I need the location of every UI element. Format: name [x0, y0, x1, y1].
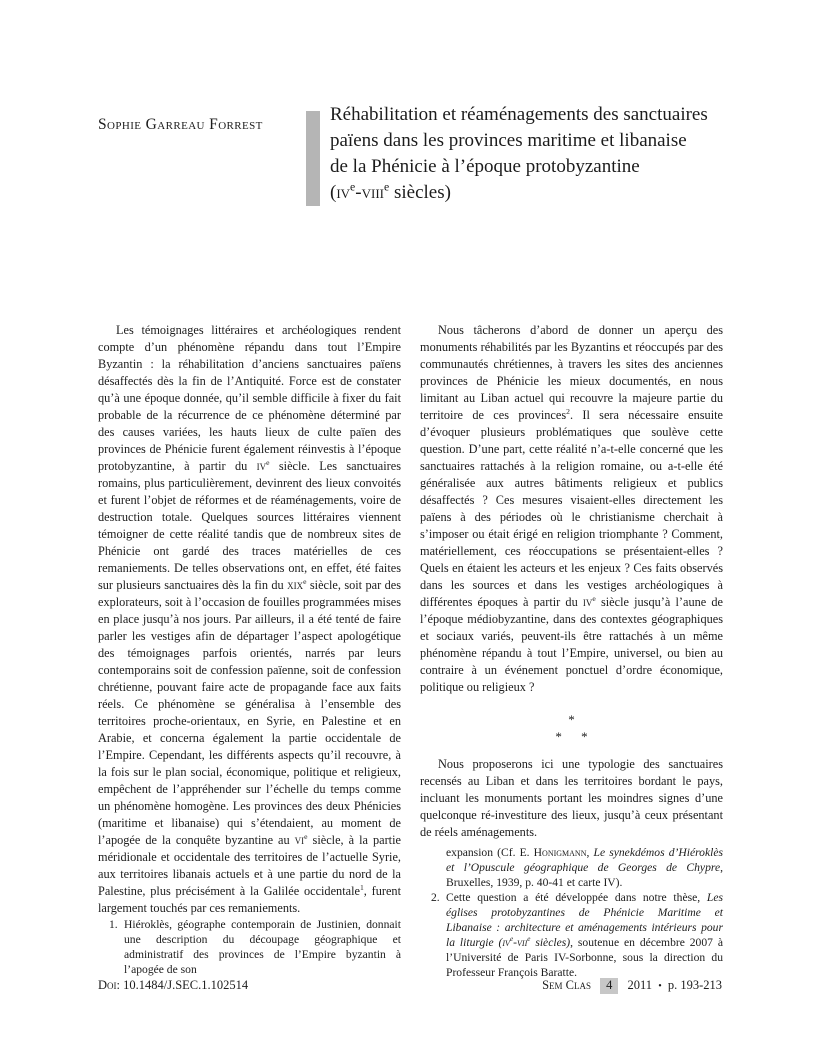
asterisk-divider [420, 711, 723, 745]
footnote-2-text: Cette question a été développée dans notre thèse, Les églises protobyzantines de Phénicie Maritime et Libanaise : architecture et aménagements intérieurs pour la liturgie ($iv^e-vii^e$ siècles), soutenue en décembre 2007 à l’Université de Paris IV-Sorbonne, sous la direction du Professeur François Baratte. [446, 891, 723, 979]
footnote-1-text: Hiéroklès, géographe contemporain de Justinien, donnait une description du découpage géographique et administratif des provinces de l’Empire byzantin à l’apogée de son [124, 918, 401, 976]
footnote-1-continuation-text: expansion (Cf. E. Honigmann, Le synekdémos d’Hiéroklès et l’Opuscule géographique de Georges de Chypre, Bruxelles, 1939, p. 40-41 et carte IV). [446, 846, 723, 889]
body-paragraph-right-1: Nous tâcherons d’abord de donner un aperçu des monuments réhabilités par les Byzantins et réoccupés par des communautés chrétiennes, à travers les sites des anciennes provinces de Phénicie les mieux documentés, en nous limitant au Liban actuel qui recouvre la majeure partie du territoire de ces provinces$^2$. Il sera nécessaire ensuite d’évoquer plusieurs problématiques que soulève cette question. D’une part, cette réalité n’a-t-elle concerné que les sanctuaires rattachés à la religion romaine, ou a-t-elle été généralisée aux autres bâtiments religieux et publics désaffectés ? Ces mesures visaient-elles directement les païens à des périodes où le christianisme cherchait à s’imposer ou était érigé en religion triomphante ? Comment, matériellement, ces réoccupations se présentaient-elles ? Quels en étaient les acteurs et les enjeux ? Ces faits observés dans les sources et dans les vestiges archéologiques à différentes époques à partir du $iv^e$ siècle jusqu’à l’aune de l’époque médiobyzantine, dans des contextes géographiques et sociaux variés, peuvent-ils être rattachés à un même phénomène répandu à tout l’Empire, universel, ou bien au contraire à un événement ponctuel d’ordre économique, politique ou religieux ? [420, 323, 723, 694]
footnote-2-number: 2. [431, 891, 440, 904]
journal-reference [542, 978, 722, 994]
left-footnotes [98, 917, 401, 977]
footnote-1-continuation [420, 845, 723, 890]
journal-name: Sem Clas [542, 978, 592, 992]
right-column [420, 322, 723, 980]
footnote-1-number: 1. [109, 918, 118, 931]
body-paragraph-left: Les témoignages littéraires et archéologiques rendent compte d’un phénomène répandu dans tout l’Empire Byzantin : la réhabilitation d’anciens sanctuaires païens désaffectés dès la fin de l’Antiquité. Force est de constater qu’à une époque donnée, qu’il semble difficile à fixer du fait probable de la récurrence de ce phénomène déterminé par des causes variées, les hauts lieux de culte païen des provinces de Phénicie furent également réinvestis à l’époque protobyzantine, à partir du $iv^e$ siècle. Les sanctuaires romains, plus particulièrement, devinrent des lieux convoités et furent l’objet de réformes et de réaménagements, voire de destruction totale. Quelques sources littéraires viennent témoigner de cette réalité tandis que de nombreux sites de Phénicie ont gardé des traces matérielles de ces remaniements. De telles observations ont, en effet, été faites sur plusieurs sanctuaires dès la fin du xix$^e$ siècle, soit par des explorateurs, soit à l’occasion de fouilles programmées mises en place jusqu’à nos jours. Par ailleurs, il a été tenté de faire parler les vestiges afin de départager l’aspect apologétique des témoignages parfois orientés, narrés par leurs contemporains soit de confession païenne, soit de confession chrétienne, pouvant faire acte de propagande face aux faits réels. Ce phénomène se généralisa à l’ensemble des territoires proche-orientaux, en Syrie, en Palestine et en Arabie, et concerna également la partie occidentale de l’Empire. Cependant, les différents aspects qu’il recouvre, à la fois sur le plan social, économique, politique et religieux, empêchent de l’appréhender sur l’échelle du temps comme un phénomène homogène. Les provinces des deux Phénicies (maritime et libanaise) qui s’étendaient, au moment de l’apogée de la conquête byzantine au $vi^e$ siècle, à la partie méridionale et occidentale des territoires de l’actuelle Syrie, aux territoires libanais actuels et à une partie du nord de la Palestine, plus précisément à la Galilée occidentale$^1$, furent largement touchés par ces remaniements. [98, 323, 402, 915]
doi-label: Doi: [98, 978, 120, 992]
left-column [98, 322, 402, 976]
body-paragraph-right-2: Nous proposerons ici une typologie des sanctuaires recensés au Liban et dans les territoires bordant le pays, incluant les monuments portant les moindres signes d’une quelconque ré-investiture des lieux, jusqu’à ceux présentant de réels aménagements. [420, 757, 723, 839]
issue-number-badge: 4 [600, 978, 618, 994]
doi-value: 10.1484/J.SEC.1.102514 [123, 978, 249, 992]
footnote-1 [98, 917, 401, 977]
article-title: Réhabilitation et réaménagements des sanctuaires païens dans les provinces maritime et libanaise de la Phénicie à l’époque protobyzantine ($iv^e-viii^e$ siècles) [330, 104, 708, 203]
author-name: Sophie Garreau Forrest [98, 116, 263, 133]
bullet-separator: • [658, 981, 662, 992]
page-footer [98, 978, 722, 994]
publication-year: 2011 [627, 978, 653, 992]
asterisk-divider-top: * [568, 712, 575, 727]
page-range: p. 193-213 [667, 978, 722, 992]
footnote-2 [420, 890, 723, 980]
doi-reference [98, 978, 248, 993]
title-accent-bar [306, 111, 320, 206]
asterisk-divider-bottom: * * [555, 729, 588, 744]
right-footnotes [420, 845, 723, 980]
